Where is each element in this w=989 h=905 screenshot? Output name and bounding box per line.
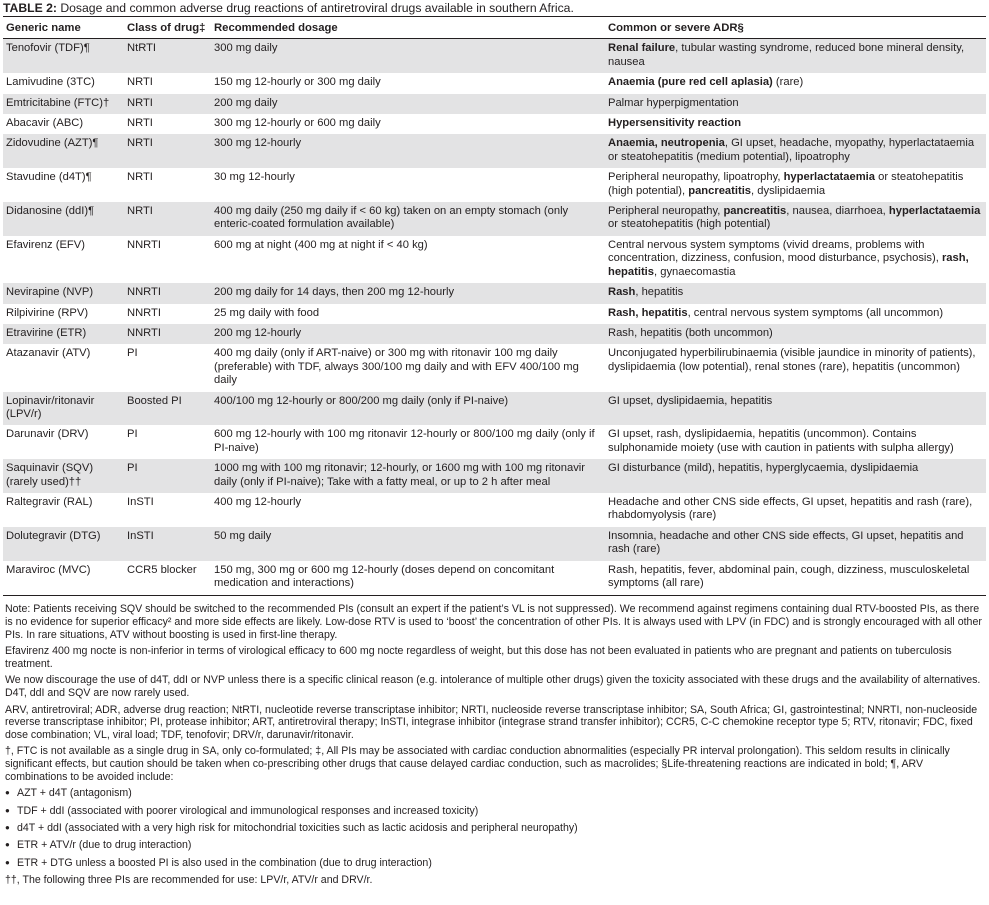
class-cell: NNRTI [127, 238, 161, 251]
generic-name-cell: Atazanavir (ATV) [6, 347, 91, 360]
adr-text: , gynaecomastia [654, 265, 736, 278]
table-row [3, 304, 986, 324]
table-row [3, 114, 986, 134]
footnotes-note: †, FTC is not available as a single drug in SA, only co-formulated; ‡, All PIs may be associated with cardiac conduction abnormalities (especially PR interval prolongation). This seldom results in clinically significant effects, but caution should be taken when co-prescribing other drugs that cause delayed cardiac conduction, such as macrolides; §Life-threatening reactions are indicated in bold; ¶, ARV combinations to be avoided include: [5, 745, 950, 783]
table-row [3, 94, 986, 114]
table-row [3, 73, 986, 93]
table-row [3, 324, 986, 344]
adr-cell [605, 425, 986, 459]
table-row [3, 344, 986, 391]
adr-text: , tubular wasting syndrome, reduced bone mineral density, nausea [608, 42, 965, 68]
adr-cell [605, 459, 986, 493]
generic-name-cell: Emtricitabine (FTC)† [3, 94, 124, 114]
adr-cell [605, 39, 986, 73]
generic-name-cell: Lamivudine (3TC) [6, 76, 95, 89]
table-row [3, 561, 986, 596]
class-cell: NRTI [127, 117, 153, 130]
dosage-cell: 300 mg daily [211, 39, 605, 73]
generic-name-cell: Maraviroc (MVC) [3, 561, 124, 596]
list-item: ● TDF + ddI (associated with poorer virological and immunological responses and increased toxicity) [5, 805, 986, 818]
discourage-note: We now discourage the use of d4T, ddI or NVP unless there is a specific clinical reason (e.g. intolerance of multiple other drugs) given the toxicity associated with these drugs and the availability of alternatives. D4T, ddI and SQV are now rarely used. [5, 674, 981, 699]
class-cell: NRTI [127, 171, 153, 184]
table-notes [3, 596, 986, 886]
adr-text: GI upset, dyslipidaemia, hepatitis [608, 394, 773, 407]
dosage-cell: 200 mg 12-hourly [211, 324, 605, 344]
generic-name-cell: Efavirenz (EFV) [6, 238, 85, 251]
table-row [3, 425, 986, 459]
generic-name-cell: Stavudine (d4T)¶ [6, 171, 92, 184]
adr-text: , GI upset, headache, myopathy, hyperlactataemia or steatohepatitis (medium potential), lipoatrophy [608, 137, 975, 163]
list-item: ● ETR + ATV/r (due to drug interaction) [5, 839, 986, 852]
class-cell: NNRTI [124, 283, 211, 303]
adr-text: Central nervous system symptoms (vivid dreams, problems with concentration, dizziness, confusion, mood disturbance, psychosis), [608, 238, 942, 265]
adr-text: , nausea, diarrhoea, [786, 205, 889, 218]
table-row [3, 283, 986, 303]
dosage-cell: 400 mg daily (only if ART-naive) or 300 mg with ritonavir 100 mg daily (preferable) with TDF, always 300/100 mg daily and with EFV 400/100 mg daily [214, 347, 579, 387]
adr-severe-text: hyperlactataemia [888, 205, 981, 218]
adr-severe-text: Rash [608, 286, 636, 299]
dosage-cell: 600 mg at night (400 mg at night if < 40 kg) [214, 238, 428, 251]
adr-text: GI upset, rash, dyslipidaemia, hepatitis (uncommon). Contains sulphonamide moiety (use with caution in patients with sulpha allergy) [608, 428, 954, 454]
adr-cell [605, 283, 986, 303]
adr-text: Peripheral neuropathy, lipoatrophy, [608, 171, 784, 184]
class-cell: InSTI [124, 527, 211, 561]
adr-severe-text: pancreatitis [723, 205, 787, 218]
generic-name-cell: Darunavir (DRV) [6, 428, 89, 441]
generic-name-cell: Nevirapine (NVP) [3, 283, 124, 303]
adr-text: Unconjugated hyperbilirubinaemia (visible jaundice in minority of patients), dyslipidaemia (low potential), renal stones (rare), hepatitis (uncommon) [608, 347, 976, 373]
table-row [3, 493, 986, 527]
adr-cell [605, 493, 986, 527]
recommended-pis-note: ††, The following three PIs are recommended for use: LPV/r, ATV/r and DRV/r. [5, 874, 373, 887]
dosage-cell: 50 mg daily [211, 527, 605, 561]
class-cell: NRTI [124, 94, 211, 114]
generic-name-cell: Etravirine (ETR) [3, 324, 124, 344]
class-cell: NNRTI [124, 324, 211, 344]
dosage-cell: 200 mg daily [211, 94, 605, 114]
table-row [3, 459, 986, 493]
abbreviations-note: ARV, antiretroviral; ADR, adverse drug reaction; NtRTI, nucleotide reverse transcriptase inhibitor; NRTI, nucleoside reverse transcriptase inhibitor; SA, South Africa; GI, gastrointestinal; NNRTI, non-nucleoside reverse transcriptase inhibitor; PI, protease inhibitor; ART, antiretroviral therapy; InSTI, integrase inhibitor (integrase strand transfer inhibitor); CCR5, C-C chemokine receptor type 5; RTV, ritonavir; FDC, fixed dose combination; VL, viral load; TDF, tenofovir; DRV/r, darunavir/ritonavir. [5, 703, 978, 741]
dosage-cell: 300 mg 12-hourly or 600 mg daily [214, 117, 381, 130]
adr-text: or steatohepatitis (high potential), [608, 171, 964, 197]
adr-cell [605, 527, 986, 561]
table-row [3, 527, 986, 561]
header-adr: Common or severe ADR§ [605, 17, 986, 39]
adr-severe-text: rash, hepatitis [608, 252, 969, 278]
class-cell: NRTI [124, 134, 211, 168]
class-cell: NRTI [127, 76, 153, 89]
class-cell: NtRTI [124, 39, 211, 73]
table-header-row [3, 17, 986, 39]
table-row [3, 236, 986, 283]
class-cell: PI [124, 459, 211, 493]
adr-severe-text: hyperlactataemia [783, 171, 876, 184]
adr-cell [605, 202, 986, 236]
header-generic-name: Generic name [3, 17, 124, 39]
generic-name-cell: Saquinavir (SQV) (rarely used)†† [3, 459, 124, 493]
generic-name-cell: Didanosine (ddI)¶ [3, 202, 124, 236]
table-title: Dosage and common adverse drug reactions of antiretroviral drugs available in southern Africa. [60, 1, 574, 15]
dosage-cell: 25 mg daily with food [214, 306, 320, 319]
drug-table [3, 17, 986, 596]
adr-severe-text: Anaemia, neutropenia [608, 137, 725, 150]
adr-text: GI disturbance (mild), hepatitis, hyperglycaemia, dyslipidaemia [608, 462, 919, 475]
adr-cell [605, 324, 986, 344]
table-row [3, 202, 986, 236]
table-caption [3, 0, 986, 17]
dosage-cell: 1000 mg with 100 mg ritonavir; 12-hourly, or 1600 mg with 100 mg ritonavir daily (only if PI-naive); Take with a fatty meal, or up to 2 h after meal [211, 459, 605, 493]
class-cell: CCR5 blocker [124, 561, 211, 596]
generic-name-cell: Raltegravir (RAL) [6, 495, 93, 508]
class-cell: NRTI [124, 202, 211, 236]
list-item: ● d4T + ddI (associated with a very high risk for mitochondrial toxicities such as lactic acidosis and peripheral neuropathy) [5, 822, 986, 835]
adr-cell [605, 134, 986, 168]
adr-text: , dyslipidaemia [751, 184, 826, 197]
table-row [3, 134, 986, 168]
adr-cell [605, 94, 986, 114]
table-body [3, 39, 986, 596]
class-cell: PI [127, 347, 138, 360]
adr-cell [605, 392, 986, 426]
efavirenz-note: Efavirenz 400 mg nocte is non-inferior in terms of virological efficacy to 600 mg nocte regardless of weight, but this dose has not been evaluated in patients who are pregnant and patients on tuberculosis treatment. [5, 645, 952, 670]
adr-severe-text: Renal failure [608, 42, 676, 55]
adr-cell [605, 236, 986, 283]
adr-text: (rare) [772, 76, 804, 89]
generic-name-cell: Dolutegravir (DTG) [3, 527, 124, 561]
adr-severe-text: Anaemia (pure red cell aplasia) [608, 76, 773, 89]
generic-name-cell: Rilpivirine (RPV) [6, 306, 89, 319]
adr-text: Rash, hepatitis, fever, abdominal pain, cough, dizziness, musculoskeletal symptoms (all rare) [608, 563, 970, 589]
adr-text: Insomnia, headache and other CNS side effects, GI upset, hepatitis and rash (rare) [608, 529, 964, 556]
adr-cell [605, 304, 986, 324]
adr-text: , hepatitis [635, 286, 684, 299]
adr-text: , central nervous system symptoms (all uncommon) [687, 306, 944, 319]
adr-severe-text: Hypersensitivity reaction [608, 117, 742, 130]
header-class-of-drug: Class of drug‡ [124, 17, 211, 39]
note-paragraph: Note: Patients receiving SQV should be switched to the recommended PIs (consult an expert if the patient’s VL is not suppressed). We recommend against regimens containing dual RTV-boosted PIs, as there is no evidence for superior efficacy² and more side effects are likely. Low-dose RTV is used to ‘boost’ the concentration of other PIs. It is always used with LPV (in FDC) and is strongly encouraged with all other PIs. In rare situations, ATV without boosting is used in first-line therapy. [5, 603, 982, 641]
table-row [3, 168, 986, 202]
dosage-cell: 150 mg 12-hourly or 300 mg daily [214, 76, 381, 89]
adr-cell [605, 168, 986, 202]
generic-name-cell: Lopinavir/ritonavir (LPV/r) [3, 392, 124, 426]
generic-name-cell: Zidovudine (AZT)¶ [3, 134, 124, 168]
adr-severe-text: Rash, hepatitis [608, 306, 688, 319]
class-cell: Boosted PI [124, 392, 211, 426]
adr-text: or steatohepatitis (high potential) [608, 218, 771, 231]
table-row [3, 392, 986, 426]
generic-name-cell: Abacavir (ABC) [6, 117, 84, 130]
table-row [3, 39, 986, 73]
adr-text: Peripheral neuropathy, [608, 205, 724, 218]
class-cell: NNRTI [127, 306, 161, 319]
generic-name-cell: Tenofovir (TDF)¶ [3, 39, 124, 73]
dosage-cell: 600 mg 12-hourly with 100 mg ritonavir 12-hourly or 800/100 mg daily (only if PI-naive) [214, 428, 595, 454]
adr-cell [605, 344, 986, 391]
dosage-cell: 400/100 mg 12-hourly or 800/200 mg daily (only if PI-naive) [211, 392, 605, 426]
class-cell: PI [127, 428, 138, 441]
adr-cell [605, 114, 986, 134]
dosage-cell: 30 mg 12-hourly [214, 171, 295, 184]
list-item: ● ETR + DTG unless a boosted PI is also used in the combination (due to drug interaction) [5, 857, 986, 870]
adr-text: Palmar hyperpigmentation [608, 96, 739, 109]
dosage-cell: 400 mg 12-hourly [214, 495, 302, 508]
adr-severe-text: pancreatitis [688, 184, 752, 197]
list-item: ● AZT + d4T (antagonism) [5, 787, 986, 800]
table-label: TABLE 2: [3, 1, 57, 15]
avoid-combinations-list [5, 787, 986, 869]
header-recommended-dosage: Recommended dosage [211, 17, 605, 39]
adr-text: Rash, hepatitis (both uncommon) [608, 326, 773, 339]
dosage-cell: 300 mg 12-hourly [211, 134, 605, 168]
class-cell: InSTI [127, 495, 154, 508]
adr-text: Headache and other CNS side effects, GI upset, hepatitis and rash (rare), rhabdomyolysis (rare) [608, 495, 973, 522]
adr-cell [605, 561, 986, 596]
dosage-cell: 200 mg daily for 14 days, then 200 mg 12-hourly [211, 283, 605, 303]
dosage-cell: 150 mg, 300 mg or 600 mg 12-hourly (doses depend on concomitant medication and interactions) [211, 561, 605, 596]
dosage-cell: 400 mg daily (250 mg daily if < 60 kg) taken on an empty stomach (only enteric-coated formulation available) [211, 202, 605, 236]
adr-cell [605, 73, 986, 93]
